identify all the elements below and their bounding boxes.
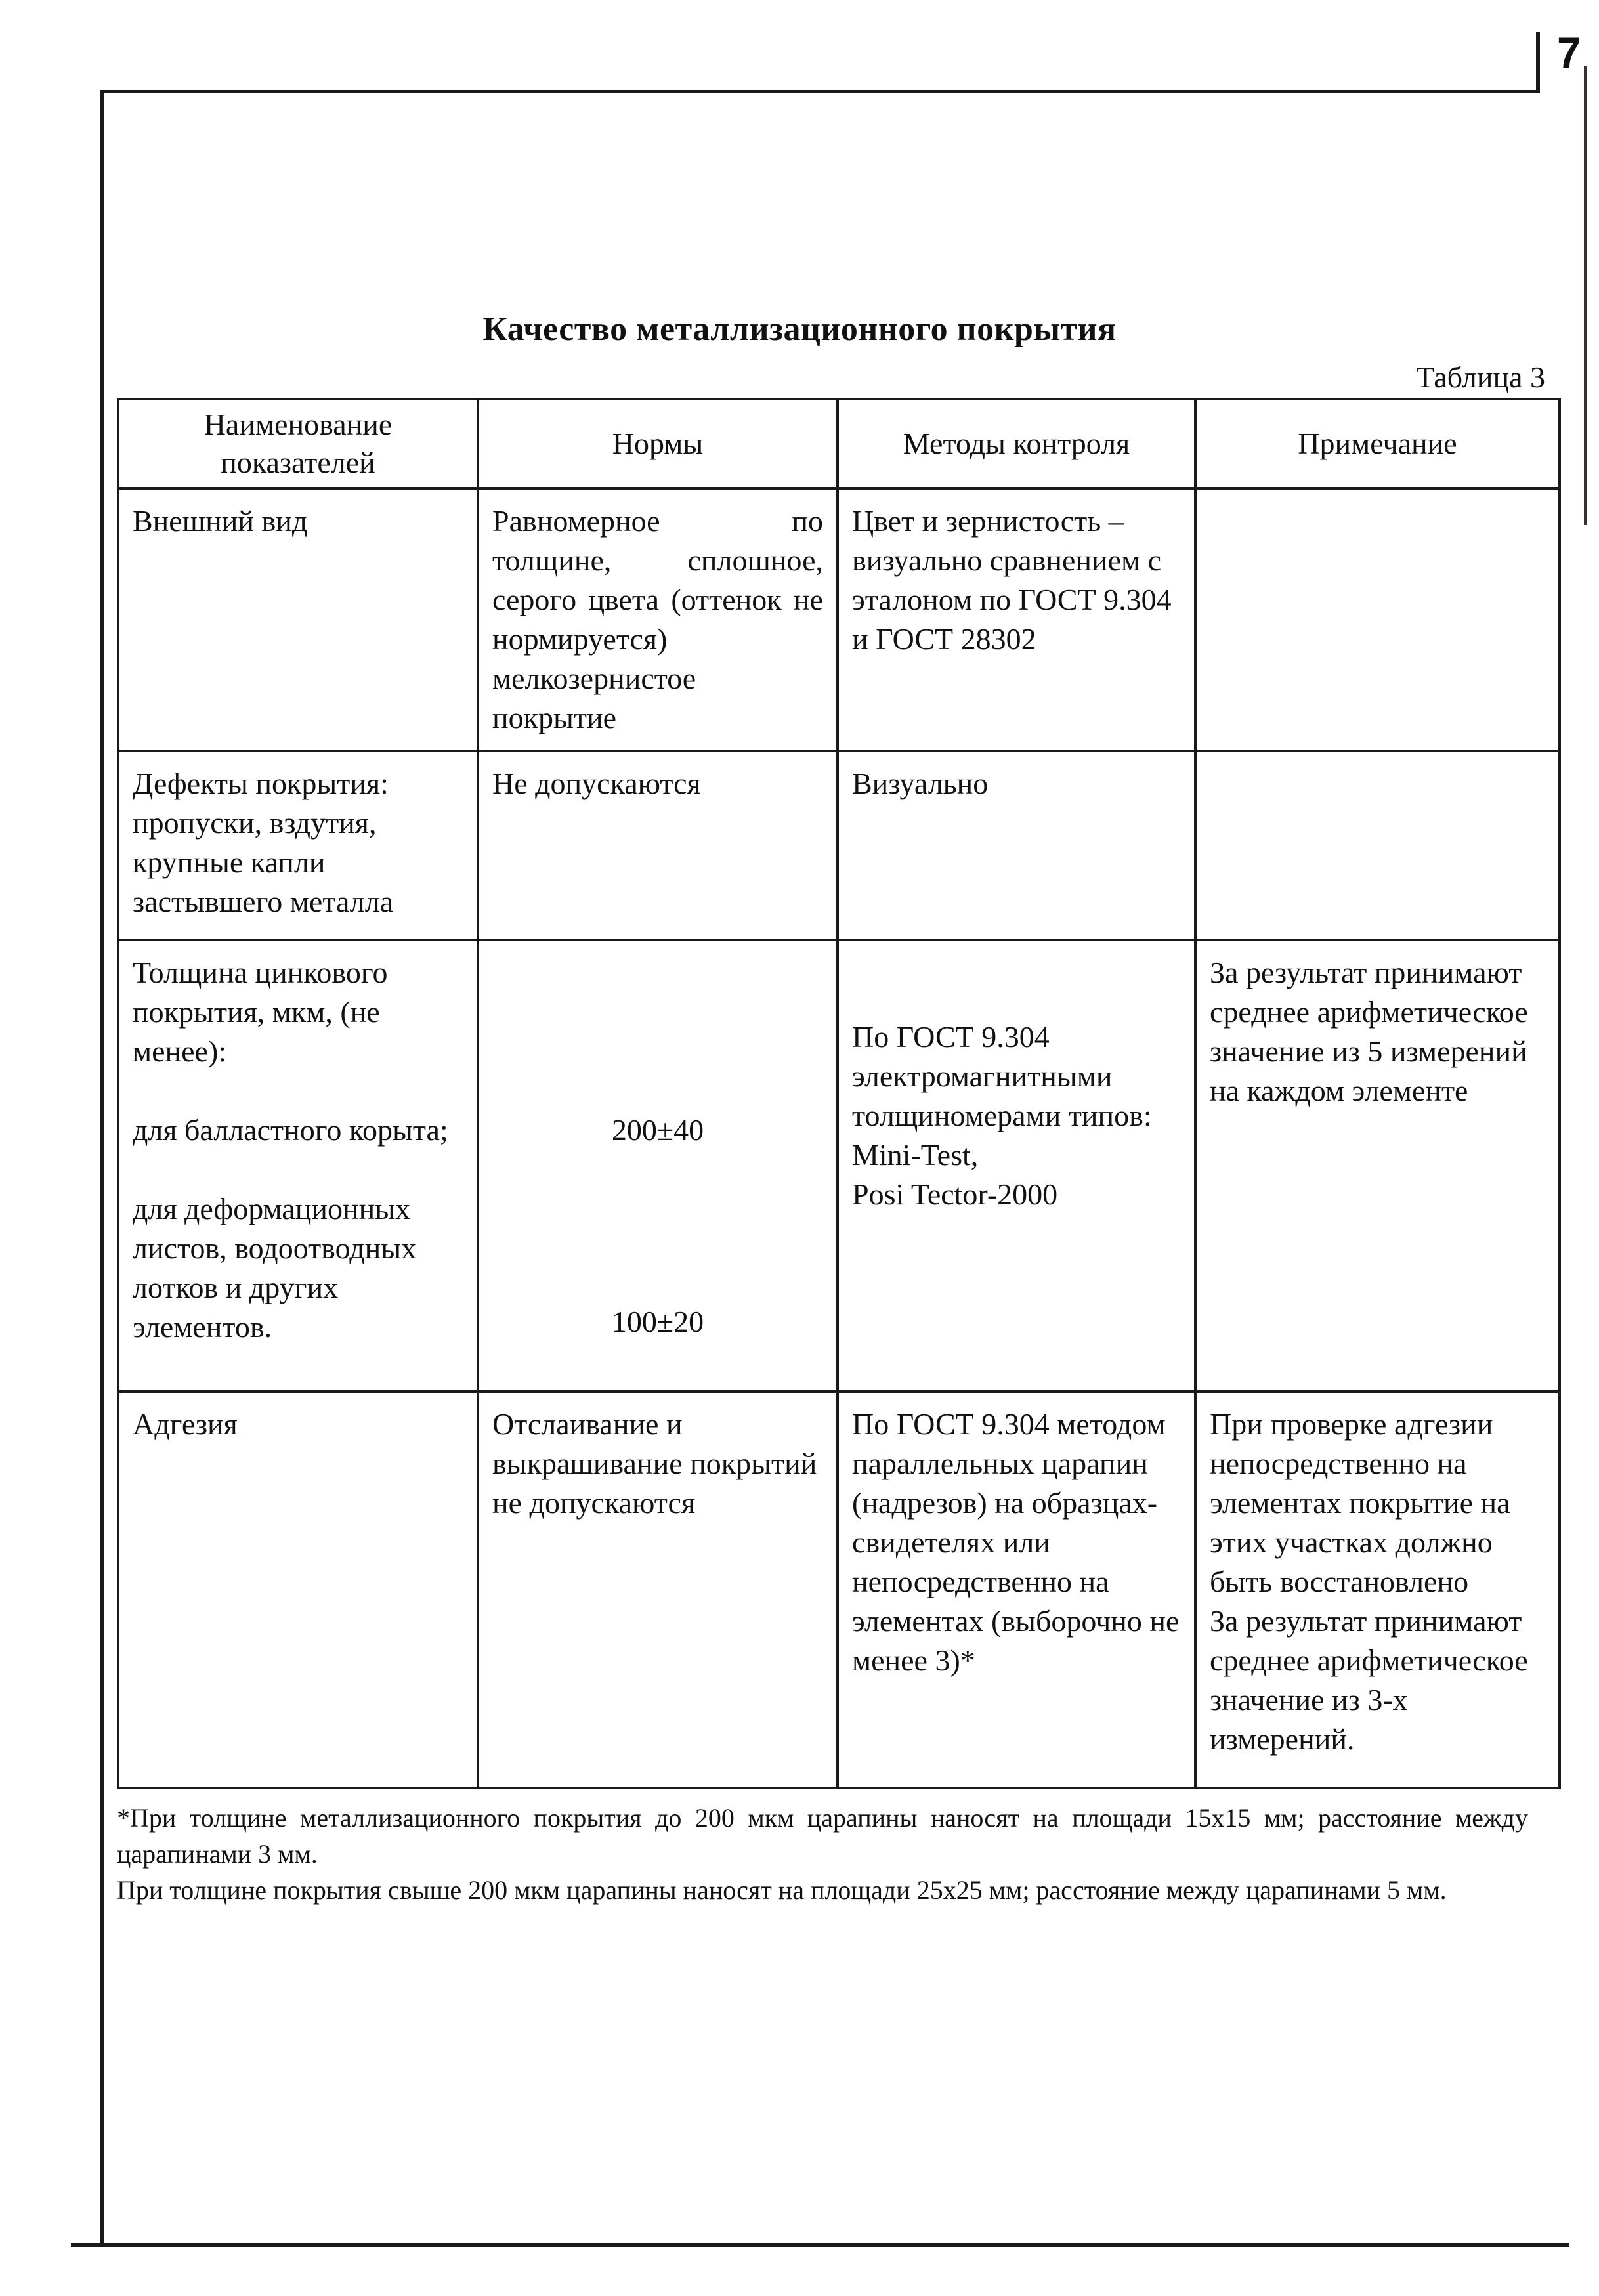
method-posi-tector: Posi Tector-2000 — [852, 1178, 1058, 1211]
page-frame-right — [1584, 66, 1587, 525]
page-frame-left — [100, 90, 104, 2247]
cell-method — [838, 940, 1195, 1392]
table-label: Таблица 3 — [1416, 360, 1545, 394]
table-row — [118, 1392, 1560, 1788]
footnote-1: *При толщине металлизационного покрытия до 200 мкм царапины наносят на площади 15х15 мм; расстояние между царапинами 3 мм. — [117, 1803, 1528, 1869]
cell-norm — [478, 940, 838, 1392]
cell-name: Дефекты покрытия: пропуски, вздутия, крупные капли застывшего металла — [118, 751, 478, 940]
method-mini-test: Mini-Test, — [852, 1138, 979, 1172]
cell-note — [1195, 1392, 1560, 1788]
table-row — [118, 751, 1560, 940]
header-cell-norms: Нормы — [478, 399, 838, 488]
cell-name — [118, 940, 478, 1392]
cell-note — [1195, 488, 1560, 751]
quality-table — [117, 398, 1561, 1789]
note-average: За результат принимают среднее арифметическое значение из 3-х измерений. — [1210, 1604, 1528, 1756]
cell-method: По ГОСТ 9.304 методом параллельных царапин (надрезов) на образцах-свидетелях или непосредственно на элементах (выборочно не менее 3)* — [838, 1392, 1195, 1788]
cell-norm: Не допускаются — [478, 751, 838, 940]
cell-norm: Равномерное по толщине, сплошное, серого цвета (оттенок не нормируется) мелкозернистое покрытие — [478, 488, 838, 751]
document-title: Качество металлизационного покрытия — [482, 310, 1117, 348]
cell-name: Адгезия — [118, 1392, 478, 1788]
thickness-other: для деформационных листов, водоотводных лотков и других элементов. — [133, 1192, 417, 1344]
cell-norm: Отслаивание и выкрашивание покрытий не допускаются — [478, 1392, 838, 1788]
page-number-divider — [1536, 32, 1540, 93]
header-cell-name: Наименование показателей — [118, 399, 478, 488]
footnote-2: При толщине покрытия свыше 200 мкм царапины наносят на площади 25х25 мм; расстояние между царапинами 5 мм. — [117, 1875, 1447, 1905]
method-instruments: электромагнитными толщиномерами типов: — [852, 1059, 1152, 1132]
cell-method: Цвет и зернистость – визуально сравнением с эталоном по ГОСТ 9.304 и ГОСТ 28302 — [838, 488, 1195, 751]
note-restore: При проверке адгезии непосредственно на элементах покрытие на этих участках должно быть восстановлено — [1210, 1407, 1510, 1598]
table-header-row — [118, 399, 1560, 488]
table-row — [118, 940, 1560, 1392]
page-number: 7 — [1557, 28, 1581, 77]
footnotes — [117, 1800, 1528, 1908]
thickness-ballast: для балластного корыта; — [133, 1113, 448, 1147]
norm-other: 100±20 — [611, 1305, 704, 1338]
header-cell-note: Примечание — [1195, 399, 1560, 488]
cell-name: Внешний вид — [118, 488, 478, 751]
thickness-heading: Толщина цинкового покрытия, мкм, (не менее): — [133, 956, 388, 1068]
cell-method: Визуально — [838, 751, 1195, 940]
page-frame-bottom — [71, 2243, 1569, 2247]
page-frame-top — [100, 90, 1540, 93]
norm-ballast: 200±40 — [611, 1113, 704, 1147]
table-row — [118, 488, 1560, 751]
cell-note: За результат принимают среднее арифметическое значение из 5 измерений на каждом элементе — [1195, 940, 1560, 1392]
header-cell-methods: Методы контроля — [838, 399, 1195, 488]
method-gost: По ГОСТ 9.304 — [852, 1020, 1050, 1053]
cell-note — [1195, 751, 1560, 940]
